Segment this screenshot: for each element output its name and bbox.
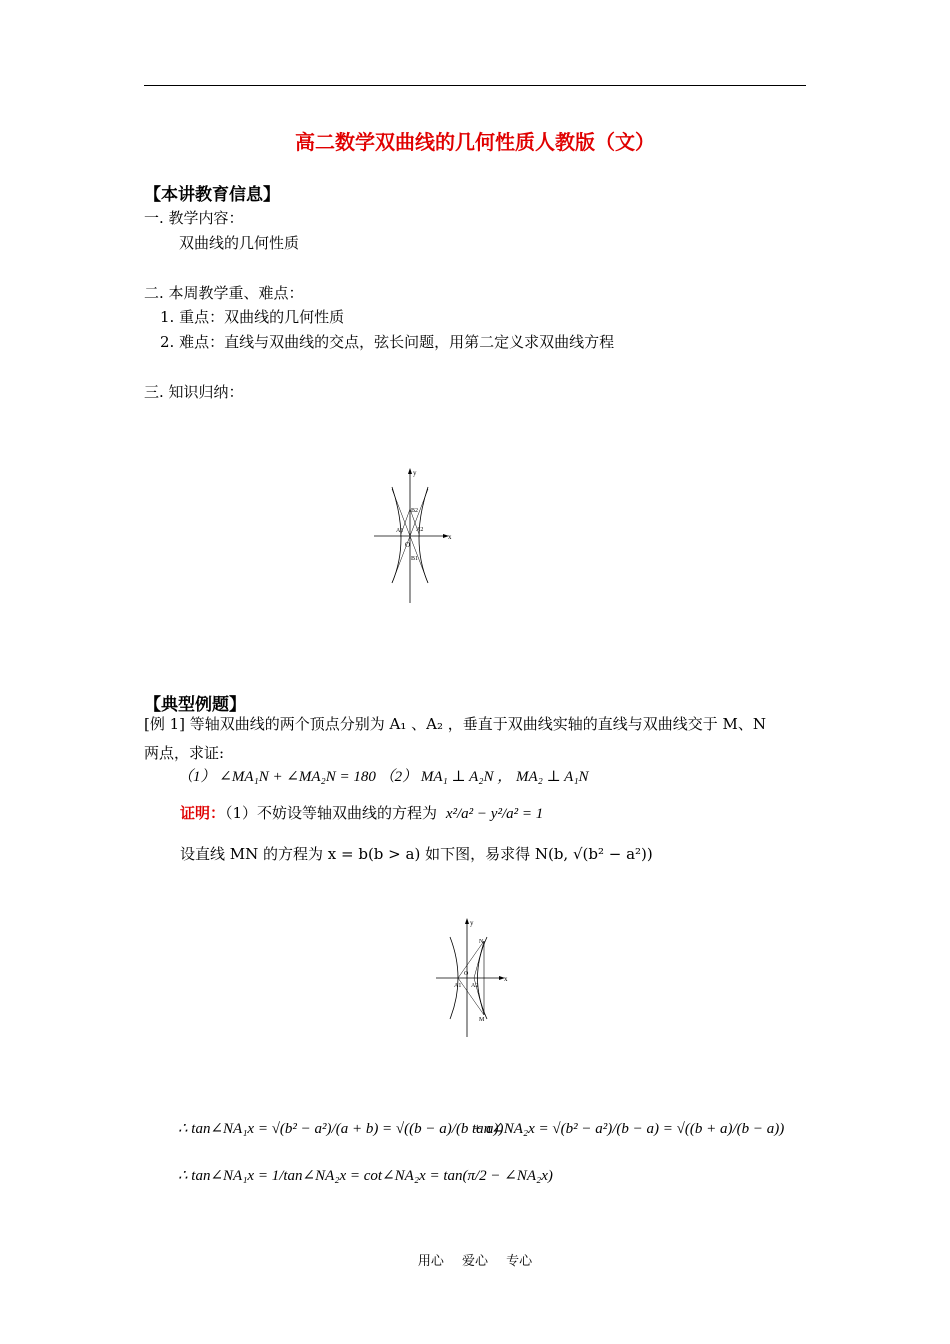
section2-item2: 2. 难点：直线与双曲线的交点，弦长问题，用第二定义求双曲线方程 [160, 333, 615, 351]
fig2-y-label: y [470, 919, 474, 927]
section-heading-info: 【本讲教育信息】 [144, 185, 280, 205]
hyperbola-figure-2 [432, 915, 512, 1040]
proof-line2: 设直线 MN 的方程为 x = b(b > a) 如下图，易求得 N(b, √(b² − a²)) [180, 845, 653, 863]
section1-content: 双曲线的几何性质 [179, 234, 300, 252]
example1-text-line1: [例 1] 等轴双曲线的两个顶点分别为 A₁ 、A₂ ，垂直于双曲线实轴的直线与双曲线交于 M、N [144, 715, 767, 733]
header-rule [144, 85, 806, 86]
page-footer: 用心 爱心 专心 [417, 1254, 533, 1269]
fig2-x-label: x [504, 975, 508, 983]
fig1-a1-label: A1 [396, 528, 404, 534]
example1-claims: （1） ∠MA₁N + ∠MA₂N = 180 （2） MA₁ ⊥ A₂N ， MA₂ ⊥ A₁N [178, 769, 589, 785]
section2-item1: 1. 重点：双曲线的几何性质 [160, 308, 345, 326]
example1-text-line2: 两点，求证: [144, 744, 225, 762]
fig1-a2-label: A2 [416, 527, 424, 533]
equation-tan-na1: ∴ tan∠NA₁x = √(b² − a²)/(a + b) = √((b − a)/(b + a)) [178, 1121, 504, 1137]
section2-label: 二. 本周教学重、难点： [144, 284, 304, 302]
fig1-origin-label: O [405, 541, 411, 549]
fig1-b2-label: B2 [411, 508, 419, 514]
proof-equation1: x²/a² − y²/a² = 1 [445, 806, 544, 822]
fig2-origin-label: O [464, 971, 469, 977]
fig2-a1-label: A1 [454, 983, 462, 989]
proof-label: 证明： [180, 804, 226, 822]
section-heading-examples: 【典型例题】 [144, 695, 246, 715]
equation-tan-na2: tan∠NA₂x = √(b² − a²)/(b − a) = √((b + a)/(b − a)) [472, 1121, 785, 1137]
section3-label: 三. 知识归纳： [144, 383, 244, 401]
section1-label: 一. 教学内容： [144, 209, 244, 227]
proof-line1 [180, 802, 543, 823]
fig2-n-label: N [479, 939, 484, 945]
proof-text1: （1）不妨设等轴双曲线的方程为 [225, 804, 438, 822]
fig1-x-label: x [448, 533, 452, 541]
hyperbola-figure-1 [370, 465, 460, 605]
page-title: 高二数学双曲线的几何性质人教版（文） [295, 130, 655, 154]
fig2-m-label: M [479, 1017, 485, 1023]
fig1-b1-label: B1 [411, 556, 419, 562]
fig2-a2-label: A2 [471, 983, 479, 989]
fig1-y-label: y [413, 469, 417, 477]
equation-tan-cot: ∴ tan∠NA₁x = 1/tan∠NA₂x = cot∠NA₂x = tan(π/2 − ∠NA₂x) [178, 1168, 553, 1184]
